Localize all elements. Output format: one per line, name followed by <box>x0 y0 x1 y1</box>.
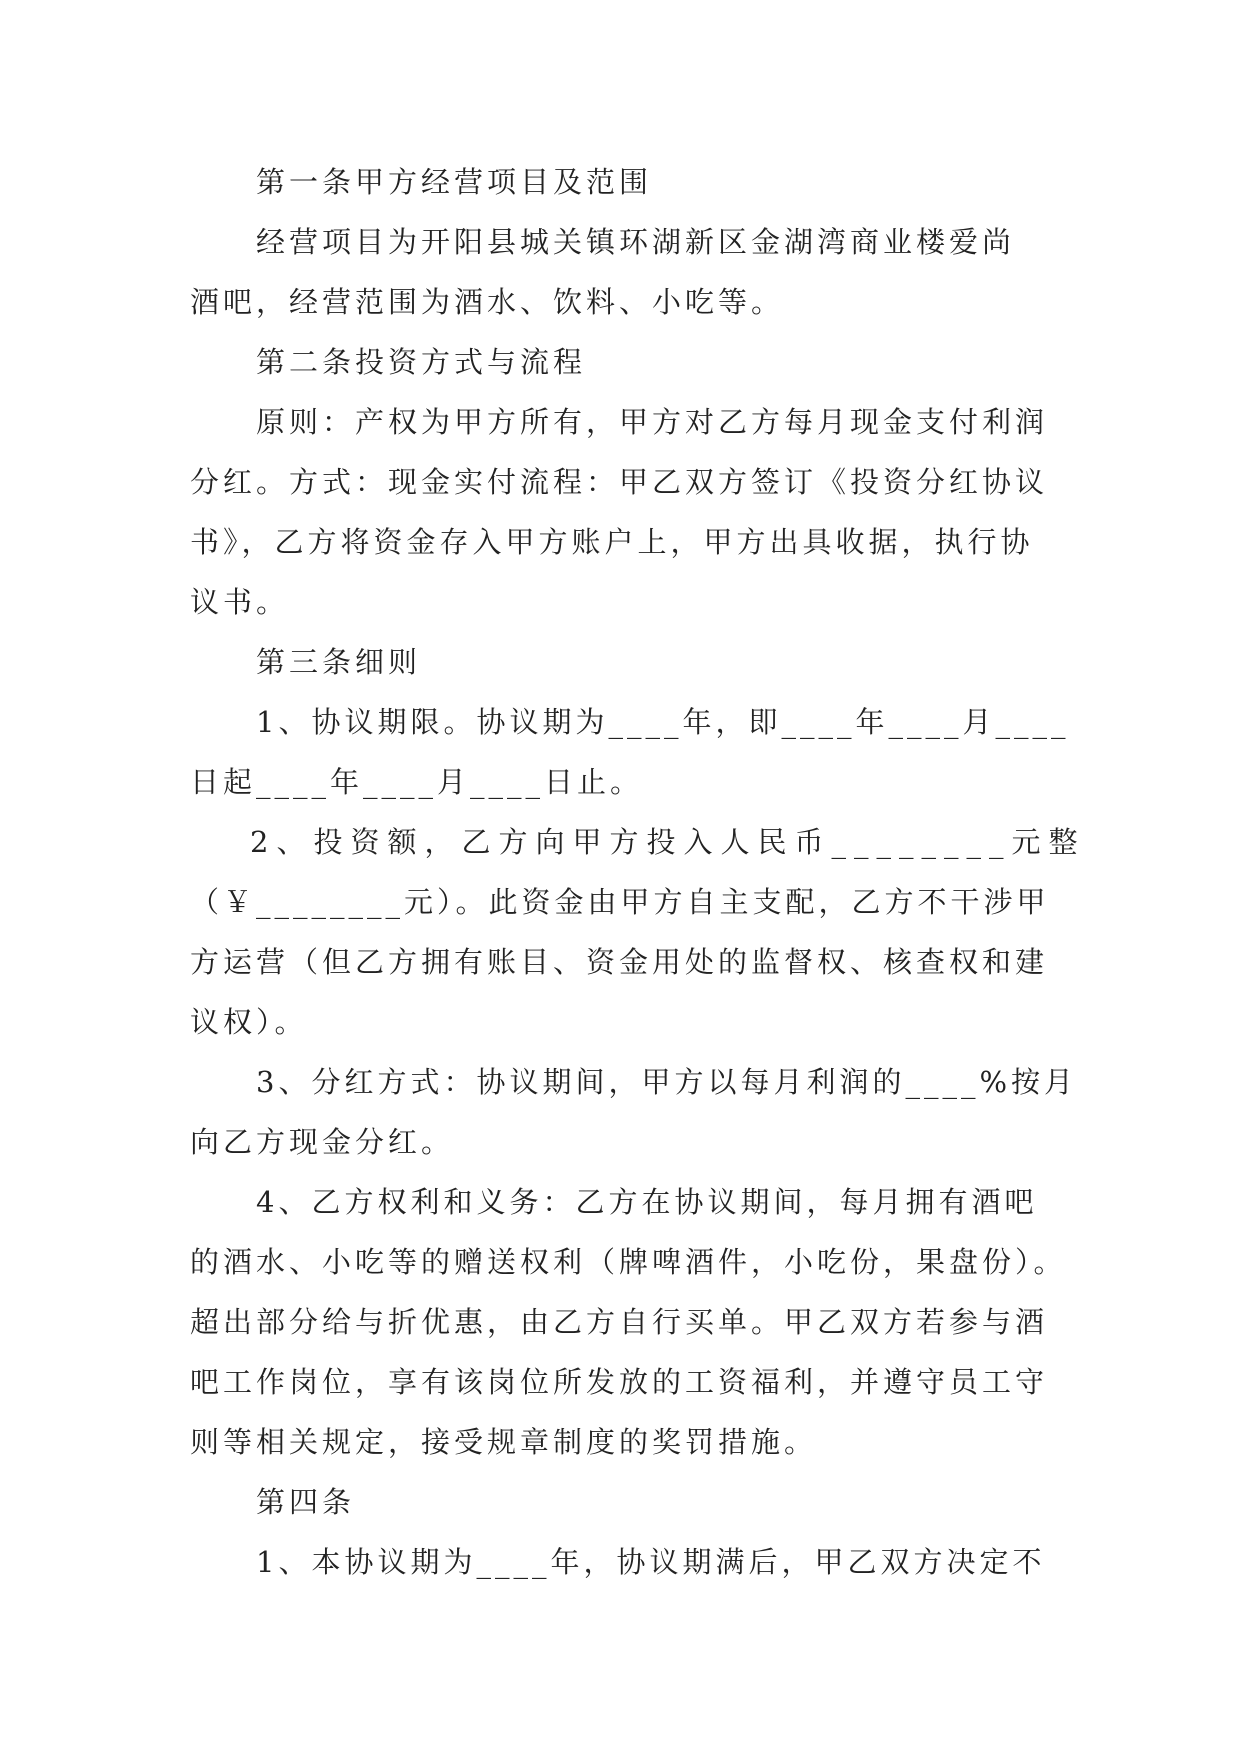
clause-1-line: 1、协议期限。协议期为____年，即____年____月____ <box>256 705 1070 739</box>
clause-2-line: 方运营（但乙方拥有账目、资金用处的监督权、核查权和建 <box>190 945 1049 979</box>
clause-2-line: （￥________元）。此资金由甲方自主支配，乙方不干涉甲 <box>190 885 1050 919</box>
clause-3-line: 向乙方现金分红。 <box>190 1125 455 1159</box>
paragraph-line: 书》，乙方将资金存入甲方账户上，甲方出具收据，执行协 <box>190 525 1034 559</box>
article-2-heading: 第二条投资方式与流程 <box>256 345 587 379</box>
paragraph-line: 经营项目为开阳县城关镇环湖新区金湖湾商业楼爱尚 <box>256 225 1016 259</box>
clause-3-line: 3、分红方式：协议期间，甲方以每月利润的____%按月 <box>256 1065 1078 1099</box>
clause-4-line: 4、乙方权利和义务：乙方在协议期间，每月拥有酒吧 <box>256 1185 1038 1219</box>
article-3-heading: 第三条细则 <box>256 645 422 679</box>
document-page <box>190 152 1086 1592</box>
clause-4-line: 则等相关规定，接受规章制度的奖罚措施。 <box>190 1425 818 1459</box>
article-1-heading: 第一条甲方经营项目及范围 <box>256 165 653 199</box>
clause-2-line: 2、投资额，乙方向甲方投入人民币________元整 <box>250 825 1086 859</box>
paragraph-line: 分红。方式：现金实付流程：甲乙双方签订《投资分红协议 <box>190 465 1049 499</box>
clause-4-line: 的酒水、小吃等的赠送权利（牌啤酒件，小吃份，果盘份）。 <box>190 1245 1067 1279</box>
clause-2-line: 议权）。 <box>190 1005 308 1039</box>
clause-4-line: 吧工作岗位，享有该岗位所发放的工资福利，并遵守员工守 <box>190 1365 1049 1399</box>
paragraph-line: 原则：产权为甲方所有，甲方对乙方每月现金支付利润 <box>256 405 1049 439</box>
paragraph-line: 酒吧，经营范围为酒水、饮料、小吃等。 <box>190 285 785 319</box>
clause-1-line: 日起____年____月____日止。 <box>190 765 644 799</box>
paragraph-line: 议书。 <box>190 585 290 619</box>
article-4-heading: 第四条 <box>256 1485 356 1519</box>
clause-4-line: 超出部分给与折优惠，由乙方自行买单。甲乙双方若参与酒 <box>190 1305 1049 1339</box>
article-4-clause-1-line: 1、本协议期为____年，协议期满后，甲乙双方决定不 <box>256 1545 1046 1579</box>
